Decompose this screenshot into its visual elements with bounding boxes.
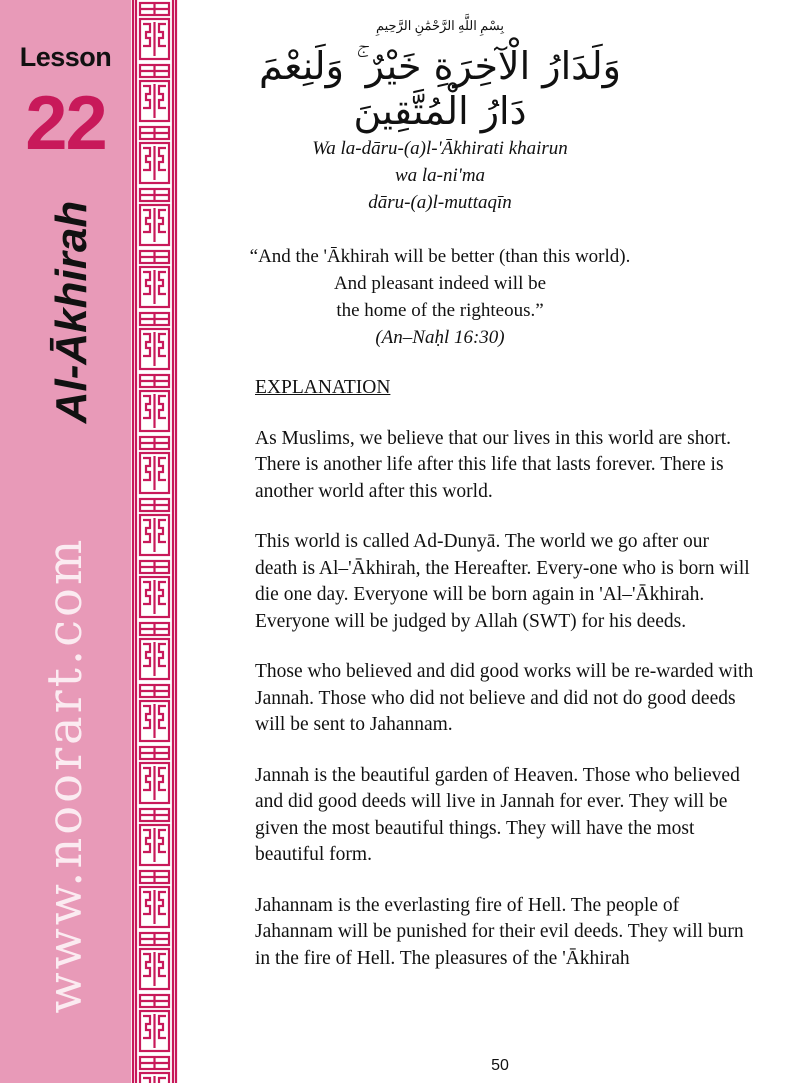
- verse-reference: (An–Naḥl 16:30): [375, 327, 505, 348]
- body-text: [255, 375, 755, 996]
- translation-line: “And the 'Ākhirah will be better (than this world).: [249, 246, 631, 267]
- ayah-arabic: وَلَدَارُ الْآخِرَةِ خَيْرٌ ۚ وَلَنِعْمَ دَارُ الْمُتَّقِينَ: [258, 44, 622, 133]
- transliteration-line: Wa la-dāru-(a)l-'Ākhirati khairun: [312, 138, 568, 159]
- paragraph: Jahannam is the everlasting fire of Hell. The people of Jahannam will be punished for their evil deeds. They will burn in the fire of Hell. The pleasures of the 'Ākhirah: [255, 894, 744, 969]
- paragraph: Those who believed and did good works will be re-warded with Jannah. Those who did not believe and did not do good deeds will be sent to Jahannam.: [255, 661, 754, 735]
- paragraph: This world is called Ad-Dunyā. The world we go after our death is Al–'Ākhirah, the Hereafter. Every-one who is born will die one day. Everyone will be born again in 'Al–'Ākhirah. Everyone will be judged by Allah (SWT) for his deeds.: [255, 531, 750, 632]
- lesson-sidebar: [0, 0, 131, 1083]
- translation-line: the home of the righteous.”: [336, 300, 544, 321]
- lesson-number: 22: [25, 81, 106, 166]
- transliteration: [240, 135, 640, 216]
- page-number: 50: [491, 1057, 509, 1074]
- paragraph: As Muslims, we believe that our lives in this world are short. There is another life after this life that lasts forever. There is another world after this world.: [255, 427, 732, 502]
- translation: [240, 243, 640, 351]
- bismillah: بِسْمِ اللَّهِ الرَّحْمَٰنِ الرَّحِيمِ: [375, 18, 504, 33]
- decorative-border: [131, 0, 178, 1083]
- transliteration-line: wa la-ni'ma: [394, 165, 486, 186]
- paragraph: Jannah is the beautiful garden of Heaven. Those who believed and did good deeds will live in Jannah for ever. They will be given the most beautiful things. They will have the most beautiful form.: [255, 764, 740, 865]
- translation-line: And pleasant indeed will be: [333, 273, 547, 294]
- transliteration-line: dāru-(a)l-muttaqīn: [368, 192, 512, 213]
- lesson-title: Al-Ākhirah: [47, 200, 96, 424]
- section-heading: EXPLANATION: [255, 377, 391, 398]
- watermark: www.noorart.com: [37, 536, 93, 1014]
- greek-key-pattern-icon: [131, 0, 178, 1083]
- lesson-label: Lesson: [19, 42, 112, 72]
